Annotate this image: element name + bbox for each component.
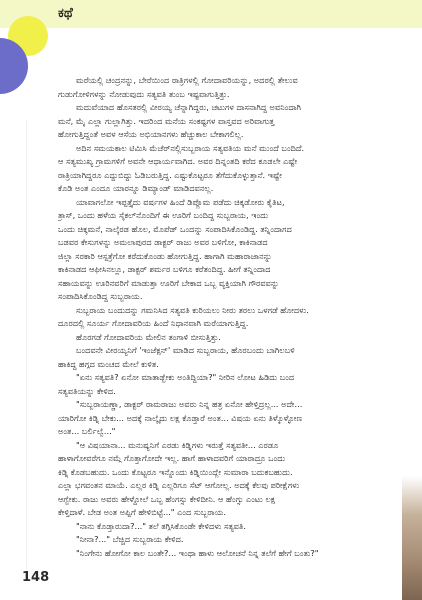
- text-line: ಅಂತ... ಬರ್ಲಿಲ್ವೆ...": [58, 426, 116, 436]
- text-line: ಹೋಗುತ್ತಿದ್ದಂತೆ ಅವಳ ಆಸೆಯ ಅಭಿಯಾನಗಳು ಹೆಚ್ಚುಕಾಲ ಬೇಕಾಗಲಿಲ್ಲ.: [58, 129, 244, 139]
- text-line: "ನೀನಾ?..." ಬೆಚ್ಚಿದ ಸುಬ್ಬರಾಯ ಕೇಳಿದ.: [76, 534, 184, 544]
- text-line: ಕೊಡಿ ಅಂತ ಎಂದೂ ಯಾರನ್ನೂ ಡಿಮ್ಯಾಂಡ್ ಮಾಡಿದವನಲ್ಲ.: [58, 183, 214, 193]
- text-line: ಒಂದು ಚಿಕ್ಕಮನೆ, ನಾಲ್ಕೆರಡ ಹೊಲ, ಮೊಪೆಡ್‌ ಒಂದನ್ನು ಸಂಪಾದಿಸಿಕೊಂಡಿದ್ದ. ತನ್ನಿಂದಾಗದ: [58, 223, 292, 234]
- text-line: ಮದುವೆಯಾದ ಹೊಸತರಲ್ಲಿ ವೀರಯ್ಯ ಚೆನ್ನಾಗಿದ್ದರು, ಚಟುಗಳ ದಾಸನಾಗಿದ್ದ ಅವನಿಂದಾಗಿ: [76, 102, 302, 112]
- text-line: "ಏನು ಸತ್ಯವತಿ? ಏನೋ ಮಾತಾಡ್ಬೇಕು ಅಂತಿದ್ದಿಯಾ?" ನೀರಿನ ಲೋಟ ಹಿಡಿದು ಬಂದ: [76, 372, 295, 382]
- text-line: ಬಡವರ ಕೇಸುಗಳನ್ನು ಅಮಲಾಪುರದ ಡಾಕ್ಟರ್‌ ರಾಜು ಅವರ ಬಳಿಗೋ, ಕಾಕಿನಾಡದ: [58, 237, 268, 247]
- section-title: ಕಥೆ: [58, 6, 73, 21]
- text-line: ಹಾಳಾಗೋವರೆಗೂ ನಮ್ಗೆ ಗೊತ್ತಾಗೋದೇ ಇಲ್ಲ. ಹಾಗೆ ಹಾಳಾದವರಿಗೆ ಯಾರಾದ್ರೂ ಒಂದು: [58, 453, 286, 463]
- margin-illustration: [402, 445, 422, 600]
- text-line: ಕಿಡ್ನಿ ಕೊಡಬಹುದು. ಒಂದು ಕೊಟ್ಟರೂ ಇನ್ನೊಂದು ಕಿಡ್ನಿಯಿಂದ್ಲೇ ಸುಮಾರಾ ಬದುಕಬಹುದು.: [58, 466, 293, 477]
- text-line: ಅದಿನ ಸಮಯಕಾಲ ಟಿಮಿಸಿ ಮೆಚೆರ್‌ನಲ್ಲಿಸುಬ್ಬರಾಯ ಸತ್ಯವತಿಯ ಮನೆ ಮುಂದೆ ಬಂದಿದೆ.: [76, 142, 305, 153]
- text-line: ಎಲ್ಲಾ ಭಗವಂತನ ಮಾಯೆ. ಎಲ್ಲರ ಕಿಡ್ನಿ ಎಲ್ಲರಿಗೂ ಸೆಟ್‌ ಆಗೋಲ್ಲ. ಅದಕ್ಕೆ ಕೆಲವು ಪರೀಕ್ಷೆಗಳು: [58, 480, 300, 490]
- page-number: 148: [22, 570, 50, 585]
- text-line: ಜಿಲ್ಲಾ ಸರಕಾರಿ ಆಸ್ಪತ್ರೆಗೋ ಕರೆದುಕೊಂಡು ಹೋಗುತ್ತಿದ್ದ. ಹಾಗಾಗಿ ಮಹಾರಾಜಾನನ್ನು: [58, 250, 272, 261]
- text-line: ಹೊರಗಡೆ ಗೋದಾವರಿಯ ಮೇಲಿನ ತಂಗಾಳಿ ಬೀಸುತ್ತಿತ್ತು.: [76, 331, 221, 342]
- text-line: "ಸುಬ್ಬರಾಯಣ್ಣಾ, ಡಾಕ್ಟರ್‌ ರಾಮರಾಜು ಅವರು ನಿನ್ನ ಹತ್ರ ಏನೋ ಹೇಳ್ತಿದ್ರಲ್ಲ... ಅದೇ...: [76, 399, 303, 409]
- text-line: ಕೇಳ್ತಿದಾಳೆ. ಬೇಡ ಅಂತ ಅಪ್ಪಿಗೆ ಹೇಳಿಬಿಟ್ಟೆ..." ಎಂದ ಸುಬ್ಬರಾಯ.: [58, 507, 226, 517]
- text-line: ಸುಬ್ಬರಾಯ ಬಂದುದನ್ನು ಗಮನಿಸಿದ ಸತ್ಯವತಿ ಕುರಿಯಲು ನೀರು ತರಲು ಒಳಗಡೆ ಹೋದಳು.: [76, 304, 309, 315]
- margin-line: [26, 120, 27, 570]
- text-line: ಕಾಕಿನಾಡದ ಆಫೀಸಿನಲ್ಲೂ, ಡಾಕ್ಟರ್‌ ಶರ್ಮರ ಬಳಿಗೂ ಕರೆತಂದಿದ್ದ. ಹೀಗೆ ತನ್ನಿಂದಾದ: [58, 264, 271, 274]
- body-text: [58, 74, 398, 560]
- text-line: ಆಗ್ಬೇಕು. ರಾಜು ಅವರು ಹೇಳ್ದೋಲೆ ಒಬ್ಬ ಹೆಂಗಸ್ಸು ಕೇಳಿದೀನಿ. ಆ ಹೆಂಗ್ಸು ಎಂಟು ಲಕ್ಷ: [58, 493, 276, 504]
- text-line: ಸತ್ಯವತಿಯನ್ನು ಕೇಳಿದ.: [58, 385, 116, 396]
- text-line: ಯಾರಿಗೋ ಕಿಡ್ನಿ ಬೇಕು... ಅದಕ್ಕೆ ನಾಲ್ಕೈದು ಲಕ್ಷ ಕೊಡ್ತಾರೆ ಅಂತ... ವಿಷಯ ಏನು ತಿಳ್ಕೊಳ್ಳೋಣ: [58, 412, 303, 423]
- text-line: ಸಂಪಾದಿಸಿಕೊಂಡಿದ್ದ ಸುಬ್ಬರಾಯ.: [58, 291, 143, 301]
- text-line: ಗುಡುಗೋಳಿಗಳನ್ನು ನೋಡುವುದು ಸತ್ಯವತಿ ತುಂಬ ಇಷ್ಟವಾಗುತ್ತಿತ್ತು.: [58, 88, 230, 99]
- text-line: ಮರೆಯಲ್ಲಿ ಚಂದ್ರನನ್ನು, ಬೇರೆಯಿಂದ ರಾತ್ರಿಗಳಲ್ಲಿ ಗೋದಾವರಿಯನ್ನು, ಅದರಲ್ಲಿ ತೇಲುವ: [76, 75, 298, 85]
- text-line: ರಾತ್ರಿಯಾಗಿದ್ದರೂ ಎದ್ದುಬಿದ್ದು ಓಡಿಬರುತ್ತಿದ್ದ. ಎಷ್ಟುಕೊಟ್ಟರೂ ತೆಗೆದುಕೊಳ್ಳುತ್ತಾನೆ. ಇಷ್ಟೇ: [58, 169, 282, 180]
- text-line: ಆ ಸತ್ಯಮುಖ್ಯ ಗ್ರಾಮಗಳಿಗೆ ಅವನೇ ಆಧಾರ್ಯವಾಗಿದ. ಅವರ ದಿನ್ನಂತದಿ ಕರೆದ ಕೂಡಲೇ ಎಷ್ಟೇ: [58, 156, 298, 166]
- text-line: ಸಹಾಯವನ್ನು ಊರಿನವರಿಗೆ ಮಾಡುತ್ತಾ ಊರಿಗೆ ಬೇಕಾದ ಒಬ್ಬ ವ್ಯಕ್ತಿಯಾಗಿ ಗೌರವವನ್ನು: [58, 277, 280, 288]
- text-line: ಹಾಕಿದ್ದ ಹಗ್ಗದ ಮಂಚದ ಮೇಲೆ ಕುಳಿತ.: [58, 358, 159, 369]
- text-line: "ನಾನು ಕೊಡ್ತಾರುದಾ?..." ತಲೆ ತಗ್ಗಿಸಿಕೊಂಡೇ ಕೇಳಿದಳು ಸತ್ಯವತಿ.: [76, 520, 247, 531]
- text-line: ದೂರದಲ್ಲಿ ಸೂರ್ಯ ಗೋದಾವರಿಯ ಹಿಂದೆ ನಿಧಾನವಾಗಿ ಮರೆಯಾಗುತ್ತಿದ್ದ.: [58, 318, 249, 328]
- text-line: ಯಾವಾಗಲೋ ಇಪ್ಪತ್ತೈದು ವರ್ಷಗಳ ಹಿಂದೆ ಡಿಪ್ಲೊಮ ಪಡೆದು ಚಿಕ್ಕಡೋರು ಕೈತಿಟ,: [76, 196, 285, 207]
- text-line: "ಆ ವಿಷಯಾನಾ... ಮನುಷ್ಯನಿಗೆ ಎರಡು ಕಿಡ್ನಿಗಳು ಇರುತ್ತೆ ಸತ್ಯವತೀ... ಎರಡೂ: [76, 439, 279, 450]
- text-line: ಬಂದವನೇ ವೀರಯ್ಯನಿಗೆ 'ಇಂಜೆಕ್ಷನ್' ಮಾಡಿದ ಸುಬ್ಬರಾಯ, ಹೊರಬಂದು ಬಾಗಿಲಬಳಿ: [76, 345, 295, 355]
- text-line: ತ್ರಾಸ್‌, ಒಂದು ಹಳೆಯ ಸೈಕಲ್‌ನೊಂದಿಗೆ ಈ ಊರಿಗೆ ಬಂದಿದ್ದ ಸುಬ್ಬರಾಯ, ಇಂದು: [58, 210, 269, 220]
- text-line: ಮನೆ, ಮೈ ಎಲ್ಲಾ ಗುಲ್ಲಾಗಿತ್ತು. ಇದರಿಂದ ಮನೆಯ ಸಂಕಷ್ಟಗಳ ವಾಸ್ತವದ ಅರಿವಾಗುತ್ತ: [58, 115, 275, 126]
- text-line: "ನಿಂಗೇನು ಹೋಗೋ ಕಾಲ ಬಂತೇ?... ಇಂಥಾ ಹಾಳು ಆಲೋಚನೆ ನಿನ್ನ ತಲೆಗೆ ಹೇಗೆ ಬಂತು?": [76, 547, 319, 558]
